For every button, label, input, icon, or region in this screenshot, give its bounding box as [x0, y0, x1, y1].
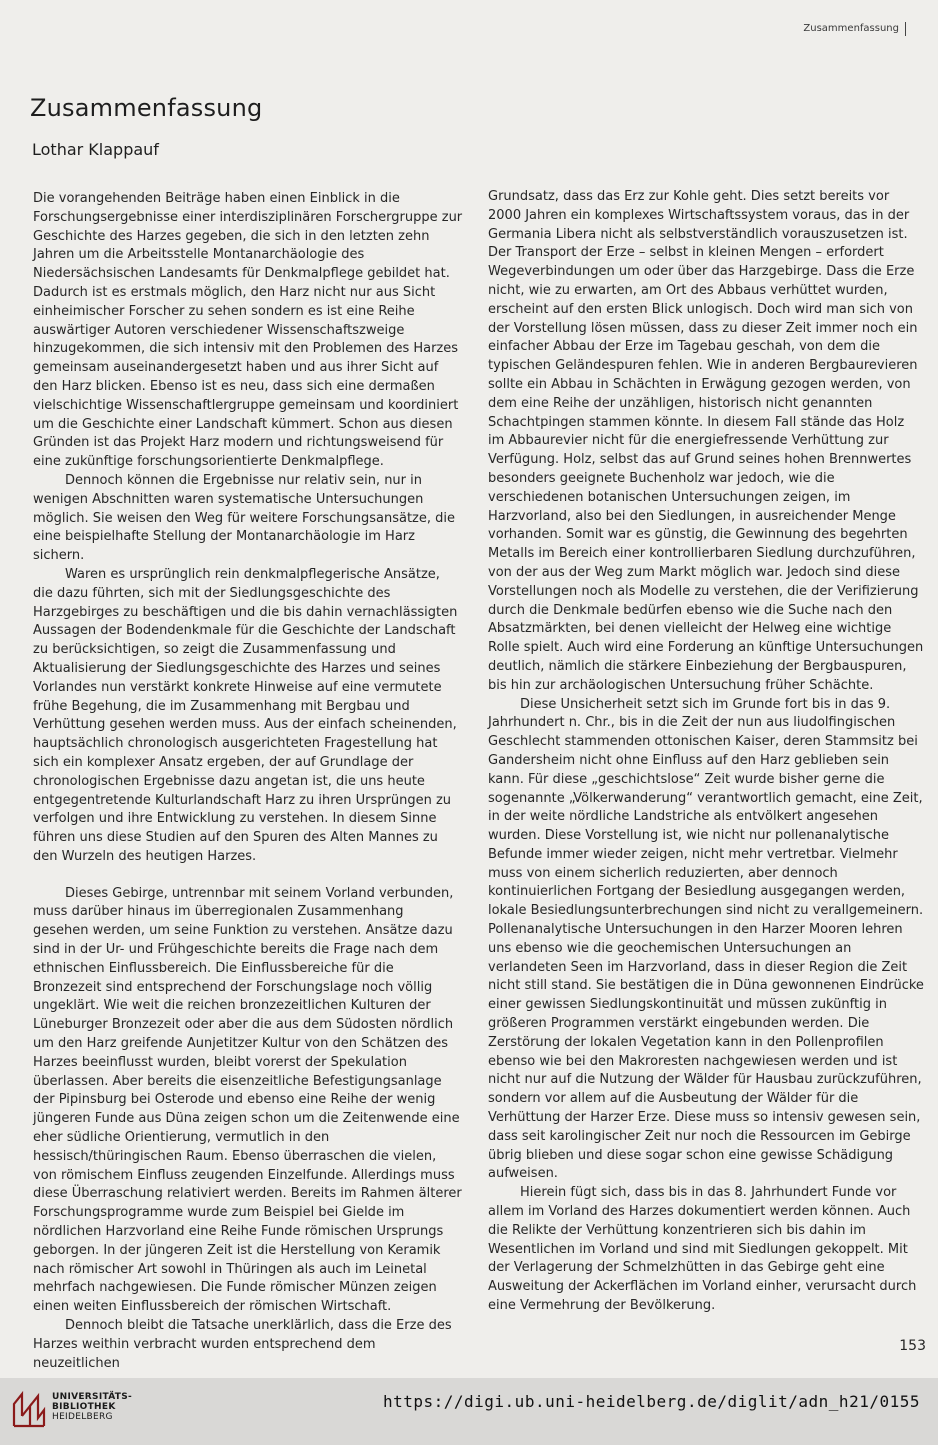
paragraph: Waren es ursprünglich rein denkmalpflegerische Ansätze, die dazu führten, sich mit der Siedlungsgeschichte des Harzgebirges zu beschäftigen und die bis dahin vernachlässigten Aussagen der Bodendenkmale für die Geschichte der Landschaft zu berücksichtigen, so zeigt die Zusammenfassung und Aktualisierung der Siedlungsgeschichte des Harzes und seines Vorlandes nun verstärkt konkrete Hinweise auf eine vermutete frühe Begehung, die im Zusammenhang mit Bergbau und Verhüttung gesehen werden muss. Aus der einfach scheinenden, hauptsächlich chronologisch ausgerichteten Fragestellung hat sich ein komplexer Ansatz ergeben, der auf Grundlage der chronologischen Ergebnisse dazu angetan ist, die uns heute entgegentretende Kulturlandschaft Harz zu ihren Ursprüngen zu verfolgen und ihre Entwicklung zu verstehen. In diesem Sinne führen uns diese Studien auf den Spuren des Alten Mannes zu den Wurzeln des heutigen Harzes. — [33, 566, 458, 864]
text-column-left — [33, 190, 463, 1373]
article-title: Zusammenfassung — [30, 94, 263, 122]
paragraph: Hierein fügt sich, dass bis in das 8. Jahrhundert Funde vor allem im Vorland des Harzes dokumentiert werden können. Auch die Relikte der Verhüttung konzentrieren sich bis dahin im Wesentlichen im Vorland und sind mit Siedlungen gekoppelt. Mit der Verlagerung der Schmelzhütten in das Gebirge geht eine Ausweitung der Ackerflächen im Vorland einher, verursacht durch eine Vermehrung der Bevölkerung. — [488, 1185, 917, 1314]
text-column-right — [488, 188, 924, 1316]
library-name-line: UNIVERSITÄTS- — [52, 1392, 133, 1402]
paragraph: Diese Unsicherheit setzt sich im Grunde fort bis in das 9. Jahrhundert n. Chr., bis in die Zeit der nun aus liudolfingischen Geschlecht stammenden ottonischen Kaiser, deren Stammsitz bei Gandersheim nicht ohne Einfluss auf den Harz geblieben sein kann. Für diese „geschichtslose“ Zeit wurde bisher gerne die sogenannte „Völkerwanderung“ verantwortlich gemacht, eine Zeit, in der weite nördliche Landstriche als entvölkert angesehen wurden. Diese Vorstellung ist, wie nicht nur pollenanalytische Befunde immer wieder zeigen, nicht mehr vertretbar. Vielmehr muss von einem sicherlich reduzierten, aber dennoch kontinuierlichen Fortgang der Besiedlung ausgegangen werden, lokale Besiedlungsunterbrechungen sind nicht zu verallgemeinern. Pollenanalytische Untersuchungen in den Harzer Mooren lehren uns ebenso wie die geochemischen Untersuchungen an verlandeten Seen im Harzvorland, dass in dieser Region die Zeit nicht still stand. Sie bestätigen die in Düna gewonnenen Eindrücke einer gewissen Siedlungskontinuität und müssen zukünftig in größeren Programmen verstärkt eingebunden werden. Die Zerstörung der lokalen Vegetation kann in den Pollenprofilen ebenso wie bei den Makroresten nachgewiesen werden und ist nicht nur auf die Nutzung der Wälder für Hausbau zurückzuführen, sondern vor allem auf die Ausbeutung der Wälder für die Verhüttung der Harzer Erze. Diese muss so intensiv gewesen sein, dass seit karolingischer Zeit nur noch die Ressourcen im Gebirge übrig blieben und diese sogar schon eine gewisse Schädigung aufweisen. — [488, 696, 924, 1182]
library-name-line: BIBLIOTHEK — [52, 1402, 116, 1412]
paragraph: Dennoch können die Ergebnisse nur relativ sein, nur in wenigen Abschnitten waren systematische Untersuchungen möglich. Sie weisen den Weg für weitere Forschungsansätze, die eine beispielhafte Stellung der Montanarchäologie im Harz sichern. — [33, 472, 456, 564]
library-name — [52, 1392, 132, 1422]
paragraph: Grundsatz, dass das Erz zur Kohle geht. Dies setzt bereits vor 2000 Jahren ein komplexes Wirtschaftssystem voraus, das in der Germania Libera nicht als selbstverständlich vorauszusetzen ist. Der Transport der Erze – selbst in kleinen Mengen – erfordert Wegeverbindungen um oder über das Harzgebirge. Dass die Erze nicht, wie zu erwarten, am Ort des Abbaus verhüttet wurden, erscheint auf den ersten Blick unlogisch. Doch wird man sich von der Vorstellung lösen müssen, dass zu dieser Zeit immer noch ein einfacher Abbau der Erze im Tagebau geschah, von dem die typischen Geländespuren fehlen. Wie in anderen Bergbaurevieren sollte ein Abbau in Schächten in Erwägung gezogen werden, von dem eine Reihe der unzähligen, historisch nicht genannten Schachtpingen stammen könnte. In diesem Fall stände das Holz im Abbaurevier nicht für die energiefressende Verhüttung zur Verfügung. Holz, selbst das auf Grund seines hohen Brennwertes besonders geeignete Buchenholz war jedoch, wie die verschiedenen botanischen Untersuchungen zeigen, im Harzvorland, also bei den Siedlungen, in ausreichender Menge vorhanden. Somit war es günstig, die Gewinnung des begehrten Metalls im Bereich einer kontrollierbaren Siedlung durchzuführen, von der aus der Weg zum Markt möglich war. Jedoch sind diese Vorstellungen noch als Modelle zu verstehen, die der Verifizierung durch die Denkmale bedürfen ebenso wie die Suche nach den Absatzmärkten, bei denen vielleicht der Helweg eine wichtige Rolle spielt. Auch wird eine Forderung an künftige Untersuchungen deutlich, nämlich die stärkere Einbeziehung der Bergbauspuren, bis hin zur archäologischen Untersuchung früher Schächte. — [488, 189, 924, 693]
paragraph: Dieses Gebirge, untrennbar mit seinem Vorland verbunden, muss darüber hinaus im überregionalen Zusammenhang gesehen werden, um seine Funktion zu verstehen. Ansätze dazu sind in der Ur- und Frühgeschichte bereits die Frage nach dem ethnischen Einflussbereich. Die Einflussbereiche für die Bronzezeit sind entsprechend der Forschungslage noch völlig ungeklärt. Wie weit die reichen bronzezeitlichen Kulturen der Lüneburger Bronzezeit oder aber die aus dem Südosten nördlich um den Harz greifende Aunjetitzer Kultur von den Schätzen des Harzes beeinflusst wurden, bleibt vorerst der Spekulation überlassen. Aber bereits die eisenzeitliche Befestigungsanlage der Pipinsburg bei Osterode und ebenso eine Reihe der wenig jüngeren Funde aus Düna zeigen schon um die Zeitenwende eine eher südliche Orientierung, vermutlich in den hessisch/thüringischen Raum. Ebenso überraschen die vielen, von römischem Einfluss zeugenden Einzelfunde. Allerdings muss diese Überraschung relativiert werden. Bereits im Rahmen älterer Forschungsprogramme wurde zum Beispiel bei Gielde im nördlichen Harzvorland eine Reihe Funde römischen Ursprungs geborgen. In der jüngeren Zeit ist die Herstellung von Keramik nach römischer Art sowohl in Thüringen als auch im Leinetal mehrfach nachgewiesen. Die Funde römischer Münzen zeigen einen weiten Einflussbereich der römischen Wirtschaft. — [33, 885, 462, 1315]
library-footer — [0, 1378, 938, 1445]
paragraph: Die vorangehenden Beiträge haben einen Einblick in die Forschungsergebnisse einer interdisziplinären Forschergruppe zur Geschichte des Harzes gegeben, die sich in den letzten zehn Jahren um die Arbeitsstelle Montanarchäologie des Niedersächsischen Landesamts für Denkmalpflege gebildet hat. Dadurch ist es erstmals möglich, den Harz nicht nur aus Sicht einheimischer Forscher zu sehen sondern es ist eine Reihe auswärtiger Autoren verschiedener Wissenschaftszweige hinzugekommen, die sich intensiv mit den Problemen des Harzes gemeinsam auseinandergesetzt haben und aus ihrer Sicht auf den Harz blicken. Ebenso ist es neu, dass sich eine dermaßen vielschichtige Wissenschaftlergruppe gemeinsam und koordiniert um die Geschichte einer Landschaft kümmert. Schon aus diesen Gründen ist das Projekt Harz modern und richtungsweisend für eine zukünftige forschungsorientierte Denkmalpflege. — [33, 191, 463, 470]
library-name-line: HEIDELBERG — [52, 1412, 113, 1422]
running-head: Zusammenfassung — [803, 22, 906, 36]
paragraph: Dennoch bleibt die Tatsache unerklärlich, dass die Erze des Harzes weithin verbracht wurden entsprechend dem neuzeitlichen — [33, 1318, 452, 1371]
page-number: 153 — [899, 1338, 926, 1354]
digitization-url[interactable]: https://digi.ub.uni-heidelberg.de/diglit/adn_h21/0155 — [382, 1392, 920, 1411]
library-logo-icon — [10, 1386, 46, 1428]
article-author: Lothar Klappauf — [32, 140, 159, 159]
